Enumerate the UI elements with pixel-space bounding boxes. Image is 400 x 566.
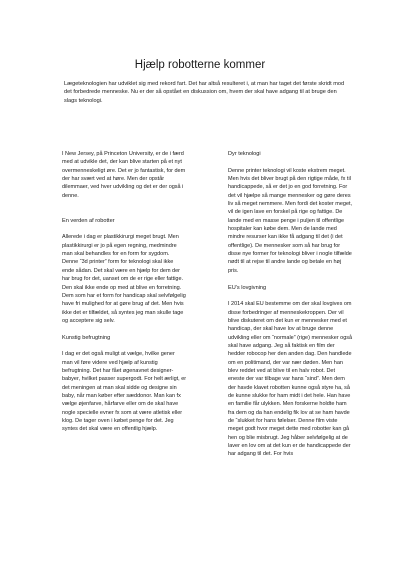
right-paragraph-2: I 2014 skal EU bestemme om der skal lovgives om disse forbedringer af menneskekroppen. Der vil blive diskuteret om det kun er mennesker med et handicap, der skal have lov at bruge denne udvikling eller om “normale” (rige) mennesker også skal have adgang. Jeg så faktisk en film der hedder robocop her den anden dag. Den handlede om en politimand, der var nær døden. Men han blev reddet ved at blive til en halv robot. Det eneste der var tilbage var hans “sind”. Men dem der havde klavet robotten kunne også styre ha, så de kunne slukke for ham midt i det hele. Han have en familie får ulykken. Men forskerne holdte ham fra dem og da han endelig fik lov at se ham havde de “slukket for hans følelser. Denne film viste meget godt hvor meget dette med robotter kan gå hen og blie misbrugt. Jeg håber selvfølgelig at de laver en lov om at det kun er de handicappede der har adgang til det. For hvis [228,301,353,458]
left-column [62,150,187,434]
heading-dyr-teknologi: Dyr teknologi [228,151,261,157]
left-paragraph-3: I dag er det også muligt at vælge, hvilke gener man vil føre videre ved hjælp af kunstig befrugtning. Det har fået øgenavnet designer-babyer, hvilket passer supergodt. For helt ærligt, er det meningen at man skal sidde og designe sin baby, når man køber efter sæddonor. Man kan fx vælge øjenfarve, hårfarve eller om de skal have nogle specielle evner fx som at være atletisk eller klog. De tager oven i købet penge for det. Jeg syntes det skal være en offentlig hjælp. [62,351,187,433]
heading-eus-lovgivning: EU’s lovgivning [228,284,267,291]
heading-en-verden-af-robotter: En verden af robotter [62,217,115,224]
right-paragraph-1: Denne printer teknologi vil koste ekstrem meget. Men hvis det bliver brugt på den rigtige måde, fx til handicappede, så er det jo en god forretning. For det vil hjælpe så mange mennesker og gøre deres liv så meget nemmere. Men fordi det koster meget, vil de igen lave en forskel på rige og fattige. De lande med en masse penge i puljen til offentlige hospitaler kan købe dem. Men de lande med mindre resurser kan ikke få adgang til det (i det offentlige). De mennesker som så har brug for disse nye former for teknologi bliver i nogle tilfælde nødt til at rejse til andre lande og betale en høj pris. [228,167,353,274]
heading-kunstig-befrugtning: Kunstig befrugtning [62,334,111,341]
left-paragraph-2: Allerede i dag er plastikkirurgi meget brugt. Men plastikkirurgi er jo på egen regning, medmindre man skal behandles for en form for sygdom. Denne “3d printer” form for teknologi skal ikke ende sådan. Det skal være en hjælp for dem der har brug for det, uanset om de er rige eller fattige. Den skal ikke ende op med at blive en forretning. Dem som har et form for handicap skal selvfølgelig have fri mulighed for at gøre brug af det. Men hvis ikke det er tilfældet, så syntes jeg man skulle tage og acceptere sig selv. [62,234,186,324]
right-column [228,150,353,459]
left-paragraph-1: I New Jersey, på Princeton University, er de i færd med at udvikle det, der kan blive starten på et nyt overmenneskeligt øre. Det er jo fantastisk, for dem der har svært ved at høre. Men der opstår dilemmaer, ved hver udvikling og det er der også i denne. [62,151,186,199]
intro-paragraph: Lægeteknologien har udviklet sig med rekord fart. Det har altså resulteret i, at man har taget det første skridt mod det forbedrede menneske. Nu er der så opstået en diskussion om, hvem der skal have adgang til at bruge den slags teknologi. [64,81,345,104]
document-title: Hjælp robotterne kommer [134,59,266,71]
